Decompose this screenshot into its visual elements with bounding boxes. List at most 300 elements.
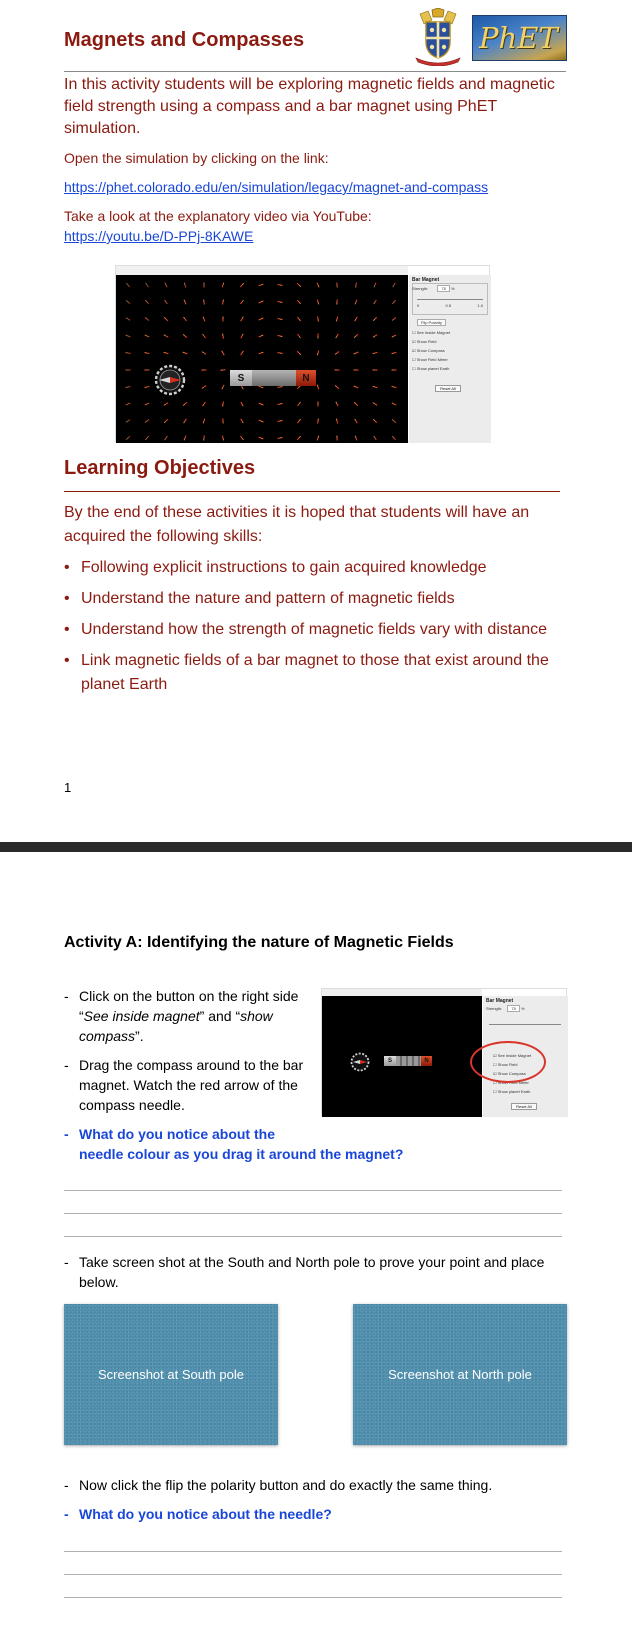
sim2-option-2: ☑ Show Compass (493, 1071, 526, 1076)
answer-line[interactable] (64, 1213, 562, 1214)
magnet-north-pole: N (296, 370, 316, 386)
field-arrow-head (297, 421, 299, 423)
field-arrow-tail (373, 353, 375, 354)
field-arrow-head (375, 283, 376, 285)
field-arrow-tail (318, 436, 319, 438)
field-arrow-head (317, 438, 318, 440)
field-arrow-tail (126, 387, 128, 388)
magnet-south-pole: S (384, 1056, 396, 1066)
simulation-link[interactable]: https://phet.colorado.edu/en/simulation/legacy/magnet-and-compass (64, 179, 489, 195)
answer-line[interactable] (64, 1190, 562, 1191)
field-arrow-head (318, 387, 319, 389)
field-arrow-tail (165, 438, 166, 440)
sim2-option-1: ☐ Show Field (493, 1062, 518, 1067)
field-arrow-head (128, 403, 130, 404)
step-1-text-c: ”. (135, 1028, 144, 1044)
field-arrow-head (318, 351, 319, 353)
field-arrow-tail (261, 335, 263, 336)
field-arrow-tail (280, 336, 282, 337)
field-arrow-head (259, 336, 261, 337)
field-arrow-head (147, 302, 149, 304)
sim-option-4-label: Show planet Earth (416, 366, 450, 371)
sim2-option-4-label: Show planet Earth (497, 1089, 531, 1094)
field-arrow-head (337, 387, 339, 389)
video-text: Take a look at the explanatory video via YouTube: (64, 208, 372, 224)
field-arrow-head (278, 318, 280, 319)
field-arrow-head (394, 438, 396, 440)
field-arrow-tail (145, 335, 147, 336)
magnet-south-pole: S (230, 370, 252, 386)
field-arrow-head (297, 438, 299, 440)
step-1-emphasis-2: show compass (79, 1008, 273, 1044)
field-arrow-tail (165, 300, 166, 302)
field-arrow-head (185, 402, 187, 404)
field-arrow-tail (354, 353, 356, 354)
strength-slider (417, 299, 483, 300)
step-3 (64, 1252, 564, 1292)
step-1 (64, 986, 304, 1046)
field-arrow-tail (317, 353, 318, 355)
field-arrow-tail (299, 319, 301, 321)
field-arrow-head (166, 353, 168, 354)
field-arrow-tail (222, 387, 223, 389)
sim2-panel-title: Bar Magnet (486, 998, 514, 1004)
field-arrow-tail (203, 317, 204, 319)
question-2 (64, 1504, 564, 1524)
field-arrow-tail (374, 285, 375, 287)
page-2 (0, 852, 632, 1630)
field-arrow-head (241, 419, 242, 421)
field-arrow-tail (261, 387, 263, 388)
field-arrow-tail (164, 404, 166, 405)
screenshot-north-placeholder[interactable] (353, 1304, 567, 1445)
sim2-option-3: ☐ Show Field Meter (493, 1080, 529, 1085)
field-arrow-tail (184, 421, 185, 423)
field-arrow-tail (299, 402, 301, 404)
field-arrow-head (356, 421, 357, 423)
field-arrow-tail (242, 387, 243, 389)
field-arrow-head (394, 300, 396, 302)
screenshot-north-label: Screenshot at North pole (388, 1367, 532, 1382)
field-arrow-head (317, 300, 318, 302)
field-arrow-tail (373, 419, 375, 421)
field-arrow-tail (336, 319, 337, 321)
field-arrow-tail (317, 385, 318, 387)
field-arrow-tail (126, 421, 128, 422)
field-arrow-tail (184, 438, 185, 440)
field-arrow-tail (145, 421, 147, 423)
field-arrow-tail (335, 385, 337, 387)
sim-option-1: ☑ Show Field (412, 339, 437, 344)
field-arrow-tail (392, 353, 394, 354)
field-arrow-head (185, 436, 186, 438)
field-arrow-head (241, 402, 242, 404)
bullet: • (64, 590, 70, 607)
field-arrow-head (278, 404, 280, 405)
field-arrow-head (166, 302, 167, 304)
field-arrow-head (356, 300, 357, 302)
field-arrow-tail (126, 404, 128, 405)
magnet-middle (252, 370, 296, 386)
simulation-screenshot (115, 265, 490, 442)
field-arrow-head (204, 319, 205, 321)
strength-row (412, 286, 455, 291)
step-1-text-b: ” and “ (199, 1008, 241, 1024)
field-arrow-tail (223, 334, 224, 337)
field-arrow-tail (374, 302, 375, 304)
field-arrow-tail (126, 283, 128, 285)
field-arrow-tail (318, 302, 319, 304)
field-arrow-head (128, 336, 130, 337)
field-arrow-head (375, 300, 376, 302)
field-arrow-tail (126, 318, 128, 319)
field-arrow-head (337, 421, 338, 423)
sim-option-2-label: Show Compass (416, 348, 445, 353)
field-arrow-head (394, 335, 396, 336)
field-arrow-head (241, 302, 243, 304)
field-arrow-head (166, 403, 168, 404)
field-arrow-head (147, 403, 149, 404)
sim2-option-2-label: Show Compass (497, 1071, 526, 1076)
step-dash: - (64, 1057, 69, 1073)
field-arrow-head (128, 436, 130, 438)
field-arrow-tail (280, 387, 283, 388)
field-arrow-head (241, 353, 242, 355)
field-arrow-head (185, 302, 186, 304)
field-arrow-tail (356, 285, 357, 288)
field-arrow-tail (280, 285, 282, 286)
field-arrow-head (356, 317, 357, 319)
field-arrow-head (356, 404, 358, 406)
field-arrow-tail (164, 317, 166, 319)
step-2-text: Drag the compass around to the bar magnet. Watch the red arrow of the compass needle. (79, 1057, 304, 1113)
field-arrow-tail (183, 404, 185, 406)
field-arrow-head (223, 436, 224, 438)
bar-magnet (384, 1056, 432, 1066)
sim-field-area (116, 275, 408, 443)
field-arrow-tail (373, 386, 375, 387)
field-arrow-head (297, 300, 299, 302)
strength-label: Strength: (412, 286, 429, 291)
sim2-option-3-label: Show Field Meter (497, 1080, 529, 1085)
field-arrow-tail (261, 421, 263, 422)
field-arrow-tail (184, 317, 186, 319)
field-arrow-head (166, 436, 167, 438)
field-arrow-head (337, 352, 339, 354)
field-arrow-tail (261, 301, 263, 302)
field-arrow-head (394, 421, 396, 423)
step-1-text-a: Click on the button on the right side “ (79, 988, 299, 1024)
field-arrow-tail (145, 387, 147, 388)
field-arrow-tail (242, 421, 243, 423)
field-arrow-head (297, 351, 299, 353)
sim2-option-0: ☑ See Inside Magnet (493, 1053, 532, 1058)
step-4 (64, 1475, 564, 1495)
page-title: Magnets and Compasses (64, 29, 305, 51)
field-arrow-head (128, 420, 130, 421)
step-4-text: Now click the flip the polarity button and do exactly the same thing. (79, 1477, 493, 1493)
field-arrow-tail (126, 438, 128, 440)
slider-tick-min: 0 (417, 303, 420, 308)
question-2-text: What do you notice about the needle? (79, 1506, 332, 1522)
sim-option-0: ☐ See Inside Magnet (412, 330, 451, 335)
field-arrow-tail (373, 319, 375, 321)
field-arrow-tail (242, 334, 243, 336)
objective-item (64, 618, 564, 642)
answer-line[interactable] (64, 1551, 562, 1552)
field-arrow-head (259, 403, 261, 404)
field-arrow-head (278, 353, 281, 354)
objective-text: Understand how the strength of magnetic fields vary with distance (81, 621, 548, 638)
field-arrow-tail (318, 285, 319, 287)
field-arrow-head (166, 419, 168, 421)
compass-icon (349, 1051, 371, 1073)
field-arrow-tail (335, 353, 337, 355)
field-arrow-tail (126, 335, 128, 336)
field-arrow-head (241, 319, 242, 321)
question-dash: - (64, 1506, 69, 1522)
page-separator (0, 842, 632, 852)
sim-option-2: ☑ Show Compass (412, 348, 445, 353)
sim-option-3: ☐ Show Field Meter (412, 357, 448, 362)
field-arrow-tail (261, 404, 263, 405)
field-arrow-head (166, 285, 167, 287)
field-arrow-tail (202, 387, 204, 388)
field-arrow-head (147, 420, 149, 422)
answer-line[interactable] (64, 1236, 562, 1237)
field-arrow-head (375, 352, 377, 353)
field-arrow-tail (242, 351, 243, 353)
slider-ticks (417, 303, 483, 308)
field-arrow-tail (299, 302, 301, 304)
field-arrow-head (278, 335, 280, 336)
field-arrow-tail (299, 419, 301, 421)
step-dash: - (64, 1254, 69, 1270)
step-dash: - (64, 1477, 69, 1493)
field-arrow-tail (145, 353, 147, 354)
field-arrow-tail (354, 336, 356, 338)
bar-magnet (230, 370, 316, 386)
field-arrow-tail (354, 386, 356, 387)
school-crest-icon (412, 8, 464, 66)
field-arrow-head (394, 404, 396, 405)
page-number: 1 (64, 780, 72, 795)
field-arrow-head (356, 283, 357, 286)
field-arrow-head (278, 285, 280, 286)
field-arrow-tail (336, 419, 337, 421)
field-arrow-head (375, 387, 377, 388)
sim-option-0-label: See Inside Magnet (416, 330, 451, 335)
activity-title: Activity A: Identifying the nature of Magnetic Fields (64, 934, 454, 951)
field-arrow-tail (223, 300, 224, 303)
field-arrow-tail (392, 319, 394, 321)
field-arrow-head (204, 353, 206, 354)
field-arrow-tail (392, 302, 394, 304)
field-arrow-tail (280, 319, 282, 320)
sim2-option-4: ☐ Show planet Earth (493, 1089, 531, 1094)
field-arrow-tail (336, 402, 337, 404)
question-1-line-1: What do you notice about the (79, 1126, 275, 1142)
field-arrow-head (223, 302, 224, 305)
answer-line[interactable] (64, 1574, 562, 1575)
field-arrow-tail (355, 419, 356, 421)
field-arrow-tail (392, 336, 394, 337)
field-arrow-head (223, 353, 224, 355)
field-arrow-tail (392, 419, 394, 421)
field-arrow-tail (126, 300, 128, 302)
field-arrow-tail (184, 300, 185, 302)
objectives-list (64, 556, 564, 704)
field-arrow-tail (280, 420, 282, 421)
field-arrow-head (128, 319, 130, 320)
field-arrow-head (241, 436, 243, 438)
field-arrow-tail (242, 283, 244, 285)
field-arrow-head (147, 386, 149, 387)
field-arrow-tail (242, 404, 243, 406)
sim-reset-button: Reset All (435, 385, 461, 392)
field-arrow-tail (164, 335, 166, 336)
field-arrow-tail (280, 403, 282, 404)
field-arrow-tail (392, 386, 394, 387)
field-arrow-tail (392, 403, 394, 404)
field-arrow-tail (299, 336, 301, 338)
field-arrow-tail (280, 302, 282, 303)
field-arrow-tail (280, 353, 283, 354)
field-arrow-head (204, 402, 205, 404)
field-arrow-head (259, 420, 261, 421)
field-arrow-head (223, 336, 224, 339)
field-arrow-head (240, 285, 242, 287)
field-arrow-tail (355, 302, 356, 304)
field-arrow-tail (373, 403, 375, 404)
question-dash: - (64, 1126, 69, 1142)
youtube-link[interactable]: https://youtu.be/D-PPj-8KAWE (64, 228, 254, 244)
field-arrow-tail (164, 421, 166, 423)
field-arrow-tail (393, 285, 394, 287)
field-arrow-tail (242, 438, 244, 440)
field-arrow-tail (164, 352, 166, 353)
highlight-circle (470, 1041, 546, 1083)
sim-panel-title: Bar Magnet (412, 277, 440, 283)
sim-option-1-label: Show Field (416, 339, 437, 344)
field-arrow-head (204, 336, 206, 338)
field-arrow-tail (261, 352, 263, 353)
magnet-north-pole: N (421, 1056, 432, 1066)
step-dash: - (64, 988, 69, 1004)
question-1 (64, 1124, 484, 1164)
field-arrow-head (297, 387, 299, 389)
sim2-option-1-label: Show Field (497, 1062, 518, 1067)
sim-control-panel (409, 275, 491, 443)
field-arrow-head (185, 285, 186, 287)
field-arrow-tail (261, 318, 263, 319)
sim-menubar (116, 266, 408, 275)
field-arrow-head (259, 353, 261, 354)
field-arrow-head (375, 404, 377, 405)
field-arrow-tail (355, 319, 356, 321)
field-arrow-tail (184, 283, 185, 285)
field-arrow-head (204, 419, 205, 421)
field-arrow-tail (336, 336, 337, 338)
screenshot-south-label: Screenshot at South pole (98, 1367, 244, 1382)
slider-tick-max: 1.0 (477, 303, 483, 308)
objective-item (64, 587, 564, 611)
screenshot-south-placeholder[interactable] (64, 1304, 278, 1445)
field-arrow-head (185, 353, 187, 354)
field-arrow-head (298, 404, 300, 406)
field-arrow-head (166, 336, 168, 337)
field-arrow-head (278, 387, 281, 388)
sim2-reset-button: Reset All (511, 1103, 537, 1110)
magnet-middle (396, 1056, 421, 1066)
bullet: • (64, 559, 70, 576)
field-arrow-head (375, 335, 377, 336)
field-arrow-head (356, 438, 357, 440)
field-arrow-tail (222, 351, 223, 353)
sim2-strength-unit: % (520, 1006, 525, 1011)
field-arrow-head (128, 302, 130, 304)
field-arrow-head (356, 334, 358, 336)
step-1-emphasis-1: See inside magnet (83, 1008, 200, 1024)
step-3-text: Take screen shot at the South and North pole to prove your point and place below. (79, 1254, 545, 1290)
objective-text: Link magnetic fields of a bar magnet to those that exist around the planet Earth (81, 652, 549, 693)
field-arrow-tail (354, 402, 356, 404)
field-arrow-head (185, 319, 187, 321)
objective-text: Following explicit instructions to gain acquired knowledge (81, 559, 487, 576)
bullet: • (64, 621, 70, 638)
field-arrow-head (128, 353, 131, 354)
field-arrow-head (298, 334, 300, 336)
field-arrow-tail (392, 436, 394, 438)
field-arrow-tail (202, 352, 204, 353)
field-arrow-tail (165, 283, 166, 285)
field-arrow-head (147, 336, 149, 337)
strength-unit: % (450, 286, 455, 291)
field-arrow-head (356, 352, 358, 353)
field-arrow-tail (261, 284, 263, 285)
phet-logo (472, 15, 567, 61)
field-arrow-head (278, 438, 280, 439)
field-arrow-tail (242, 317, 243, 319)
field-arrow-head (147, 285, 148, 287)
field-arrow-tail (145, 300, 147, 302)
sim2-strength-label: Strength: (486, 1006, 503, 1011)
field-arrow-head (128, 387, 130, 388)
field-arrow-tail (261, 438, 263, 439)
field-arrow-head (394, 283, 395, 285)
field-arrow-head (375, 421, 377, 423)
field-arrow-head (185, 336, 187, 338)
field-arrow-head (166, 319, 168, 321)
field-arrow-tail (223, 283, 224, 285)
field-arrow-tail (203, 404, 204, 406)
sim-option-4: ☐ Show planet Earth (412, 366, 450, 371)
question-1-line-2: needle colour as you drag it around the magnet? (79, 1146, 404, 1162)
field-arrow-head (204, 386, 206, 387)
field-arrow-tail (203, 334, 205, 336)
field-arrow-head (222, 285, 223, 287)
field-arrow-tail (299, 436, 301, 438)
answer-line[interactable] (64, 1597, 562, 1598)
intro-paragraph: In this activity students will be exploring magnetic fields and magnetic field strength using a compass and a bar magnet using PhET simulation. (64, 76, 555, 137)
field-arrow-head (241, 336, 242, 338)
sim2-menubar (322, 989, 482, 996)
field-arrow-tail (355, 436, 356, 438)
field-arrow-head (375, 317, 377, 319)
field-arrow-tail (145, 438, 147, 440)
field-arrow-tail (146, 283, 147, 285)
simulation-screenshot-2 (321, 988, 567, 1116)
